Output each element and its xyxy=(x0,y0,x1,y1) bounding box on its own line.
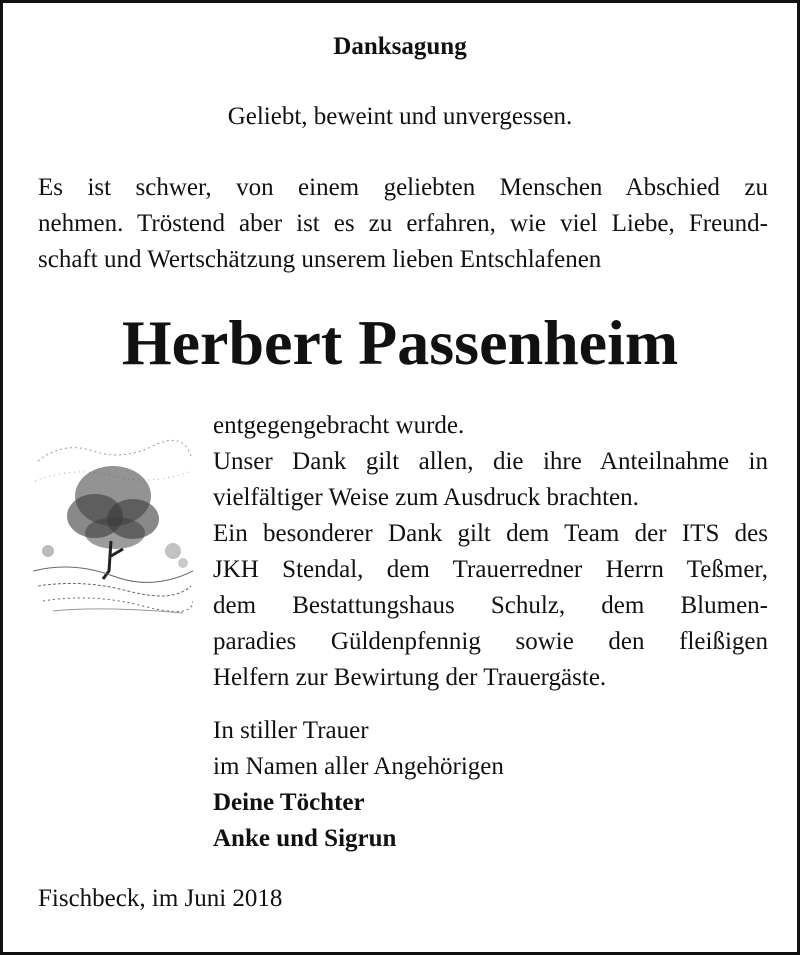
body-line: entgegengebracht wurde. xyxy=(213,412,465,439)
tree-illustration xyxy=(33,421,193,616)
signatories-line: Deine Töchter xyxy=(213,789,365,816)
place-and-date: Fischbeck, im Juni 2018 xyxy=(38,885,283,912)
closing-block xyxy=(213,713,504,857)
closing-line: In stiller Trauer xyxy=(213,717,369,744)
body-line: Helfern zur Bewirtung der Trauergäste. xyxy=(213,664,607,691)
intro-paragraph xyxy=(38,170,768,278)
body-line: dem Bestattungshaus Schulz, dem Blumen- xyxy=(213,592,768,619)
intro-line: nehmen. Tröstend aber ist es zu erfahren, wie viel Liebe, Freund- xyxy=(38,210,768,237)
notice-heading: Danksagung xyxy=(333,33,467,60)
motto: Geliebt, beweint und unvergessen. xyxy=(227,103,573,130)
signatories-names: Anke und Sigrun xyxy=(213,825,397,852)
intro-line: Es ist schwer, von einem geliebten Menschen Abschied zu xyxy=(38,174,768,201)
body-line: vielfältiger Weise zum Ausdruck brachten. xyxy=(213,484,639,511)
deceased-name: Herbert Passenheim xyxy=(121,307,679,378)
body-line: Ein besonderer Dank gilt dem Team der ITS des xyxy=(213,520,768,547)
body-line: paradies Güldenpfennig sowie den fleißigen xyxy=(213,628,768,655)
closing-line: im Namen aller Angehörigen xyxy=(213,753,504,780)
body-paragraph xyxy=(213,408,768,696)
intro-line: schaft und Wertschätzung unserem lieben Entschlafenen xyxy=(38,246,602,273)
body-line: Unser Dank gilt allen, die ihre Anteilnahme in xyxy=(213,448,768,475)
body-line: JKH Stendal, dem Trauerredner Herrn Teßmer, xyxy=(213,556,768,583)
